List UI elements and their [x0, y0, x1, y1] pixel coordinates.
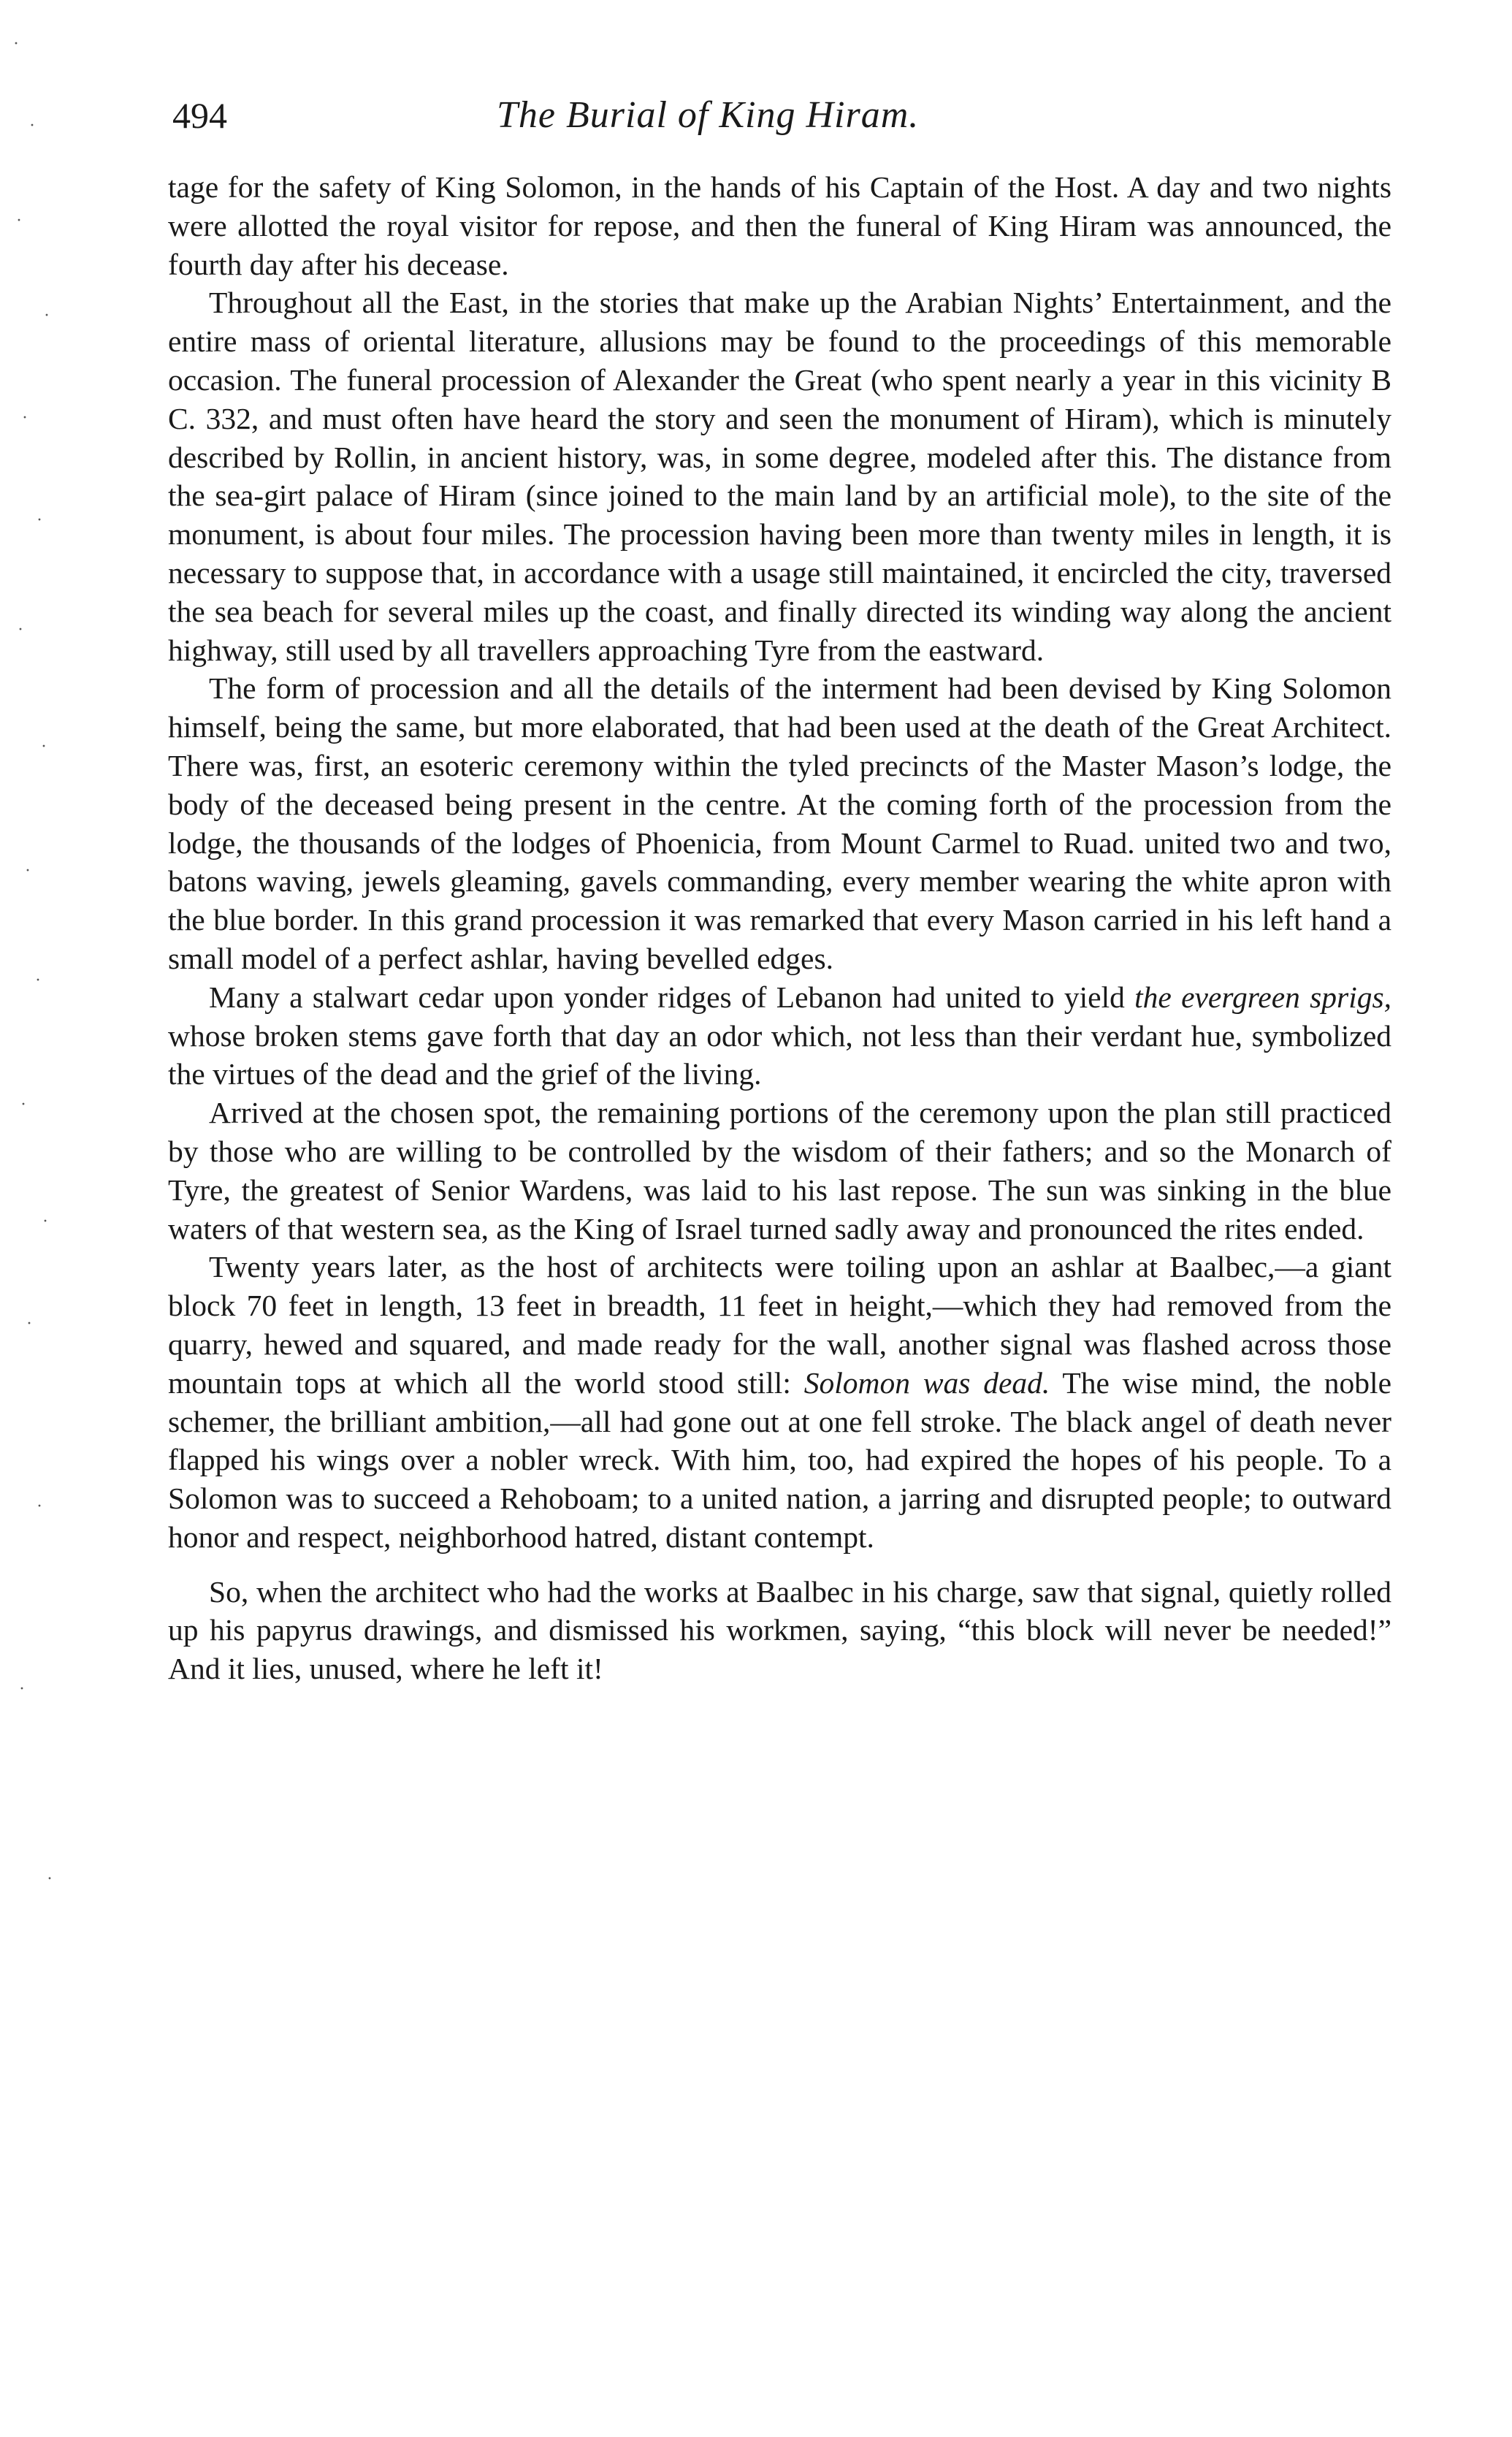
paragraph: [168, 1248, 1391, 1556]
margin-speck: ·: [22, 408, 28, 427]
text-run: tage for the safety of King Solomon, in the hands of his Captain of the Host. A day and two nights were allotted the royal visitor for repose, and then the funeral of King Hiram was announced, the fourth day after his decease.: [168, 170, 1391, 281]
margin-speck: ·: [26, 1314, 32, 1333]
text-run: Twenty years later, as the host of architects were toiling upon an ashlar at Baalbec,—a giant block 70 feet in length, 13 feet in breadth, 11 feet in height,—which they had removed from the quarry, hewed and squared, and made ready for the wall, another signal was flashed across those mountain tops at which all the world stood still:: [168, 1250, 1391, 1400]
body-text: [168, 168, 1391, 1688]
margin-speck: ·: [29, 116, 35, 135]
text-run: whose broken stems gave forth that day an odor which, not less than their verdant hue, symbolized the virtues of the dead and the grief of the living.: [168, 1018, 1391, 1091]
margin-speck: ·: [37, 511, 42, 530]
margin-speck: ·: [37, 1497, 42, 1516]
text-run: Many a stalwart cedar upon yonder ridges of Lebanon had united to yield: [209, 980, 1135, 1014]
margin-speck: ·: [25, 861, 31, 880]
running-title: The Burial of King Hiram.: [497, 94, 920, 136]
margin-speck: ·: [16, 211, 22, 230]
margin-speck: ·: [41, 737, 47, 756]
margin-speck: ·: [19, 1679, 25, 1698]
margin-speck: ·: [42, 1212, 48, 1231]
margin-speck: ·: [35, 971, 41, 990]
margin-specks: [0, 0, 80, 2437]
paragraph: [168, 669, 1391, 977]
paragraph: [168, 978, 1391, 1094]
paragraph: [168, 283, 1391, 669]
margin-speck: ·: [44, 306, 50, 325]
margin-speck: ·: [47, 1869, 53, 1888]
margin-speck: ·: [13, 34, 19, 53]
text-run: The form of procession and all the details of the interment had been devised by King Solomon himself, being the same, but more elaborated, that had been used at the death of the Great Architect. There was, first, an esoteric ceremony within the tyled precincts of the Master Mason’s lodge, the body of the deceased being present in the centre. At the coming forth of the procession from the lodge, the thousands of the lodges of Phoenicia, from Mount Carmel to Ruad. united two and two, batons waving, jewels gleaming, gavels commanding, every member wearing the white apron with the blue border. In this grand procession it was remarked that every Mason carried in his left hand a small model of a perfect ashlar, having bevelled edges.: [168, 671, 1391, 975]
italic-text: Solomon was dead.: [803, 1365, 1050, 1400]
paragraph: [168, 1573, 1391, 1688]
text-run: Throughout all the East, in the stories that make up the Arabian Nights’ Entertainment, and the entire mass of oriental literature, allusions may be found to the proceedings of this memorable occasion. The funeral procession of Alexander the Great (who spent nearly a year in this vicinity B C. 332, and must often have heard the story and seen the monument of Hiram), which is minutely described by Rollin, in ancient history, was, in some degree, modeled after this. The distance from the sea-girt palace of Hiram (since joined to the main land by an artificial mole), to the site of the monument, is about four miles. The procession having been more than twenty miles in length, it is necessary to suppose that, in accordance with a usage still maintained, it encircled the city, traversed the sea beach for several miles up the coast, and finally directed its winding way along the ancient highway, still used by all travellers approaching Tyre from the eastward.: [168, 286, 1391, 667]
margin-speck: ·: [20, 1095, 26, 1114]
paragraph: [168, 1094, 1391, 1248]
text-run: Arrived at the chosen spot, the remaining portions of the ceremony upon the plan still practiced by those who are willing to be controlled by the wisdom of their fathers; and so the Monarch of Tyre, the greatest of Senior Wardens, was laid to his last repose. The sun was sinking in the blue waters of that western sea, as the King of Israel turned sadly away and pronounced the rites ended.: [168, 1096, 1391, 1246]
text-run: So, when the architect who had the works at Baalbec in his charge, saw that signal, quietly rolled up his papyrus drawings, and dismissed his workmen, saying, “this block will never be needed!” And it lies, unused, where he left it!: [168, 1574, 1391, 1686]
margin-speck: ·: [18, 620, 23, 639]
italic-text: the evergreen sprigs,: [1134, 980, 1392, 1014]
text-run: The wise mind, the noble schemer, the brilliant ambition,—all had gone out at one fell stroke. The black angel of death never flapped his wings over a nobler wreck. With him, too, had expired the hopes of his people. To a Solomon was to succeed a Rehoboam; to a united nation, a jarring and disrupted people; to outward honor and respect, neighborhood hatred, distant contempt.: [168, 1365, 1391, 1554]
paragraph: [168, 168, 1391, 283]
page-number: 494: [172, 95, 227, 136]
